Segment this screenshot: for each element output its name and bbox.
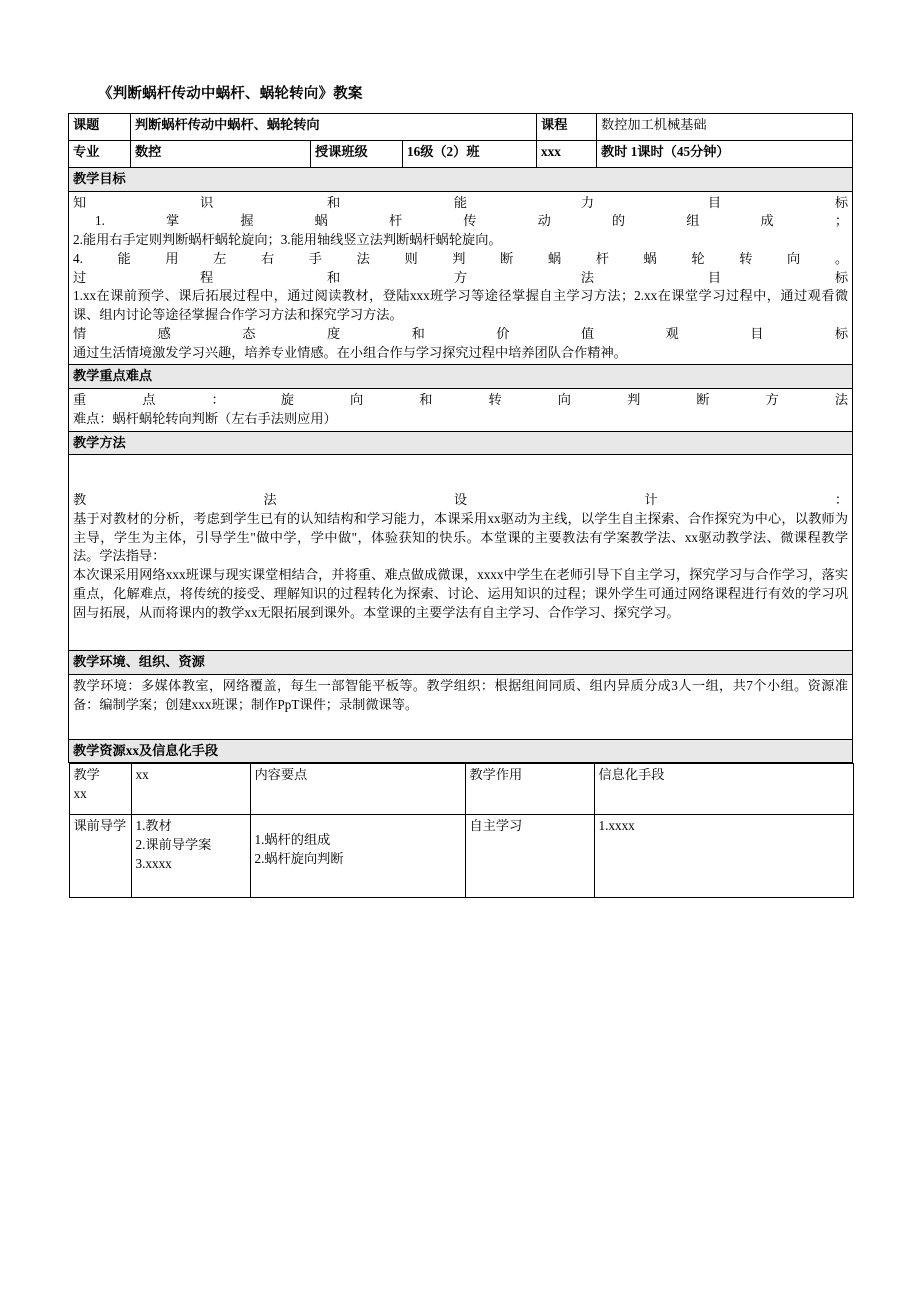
resource-table-wrapper [69,763,853,899]
table-row [69,114,853,141]
table-row [69,764,853,815]
course-label: 课程 [537,114,597,141]
resource-header-materials: xx [131,764,250,815]
resource-header-points: 内容要点 [250,764,465,815]
objectives-line: 1.掌握蜗杆传动的组成； [95,213,849,229]
objectives-line: 1.xx在课前预学、课后拓展过程中，通过阅读教材，登陆xxx班学习等途径掌握自主学习方法；2.xx在课堂学习过程中，通过观看微课、组内讨论等途径掌握合作学习方法和探究学习方法。 [73,288,849,323]
resource-row-materials [131,815,250,898]
resource-material-item: 2.课前导学案 [135,837,212,853]
objectives-line: 通过生活情境激发学习兴趣，培养专业情感。在小组合作与学习探究过程中培养团队合作精神。 [73,344,627,360]
table-row [69,431,853,455]
major-label: 专业 [69,141,131,168]
table-row [69,141,853,168]
resource-row-role: 自主学习 [465,815,594,898]
class-label: 授课班级 [311,141,403,168]
hours-value: 教时 1课时（45分钟） [597,141,853,168]
methods-line: 基于对教材的分析，考虑到学生已有的认知结构和学习能力，本课采用xx驱动为主线，以学生自主探索、合作探究为中心，以教师为主导，学生为主体，引导学生"做中学，学中做"，体验获知的快乐。本堂课的主要教法有学案教学法、xx驱动教学法、微课程教学法。学法指导： [73,511,849,564]
class-value: 16级（2）班 [403,141,537,168]
resource-header-stage-line1: 教学 [73,767,100,783]
course-value: 数控加工机械基础 [597,114,853,141]
table-row [69,455,853,651]
resource-header-stage [69,764,131,815]
key-points-line: 重点：旋向和转向判断方法 [73,392,849,408]
environment-title: 教学环境、组织、资源 [69,651,853,675]
topic-value: 判断蜗杆传动中蜗杆、蜗轮转向 [131,114,537,141]
environment-body [69,675,853,739]
teacher-value: xxx [537,141,597,168]
table-row [69,815,853,898]
objectives-line: 2.能用右手定则判断蜗杆蜗轮旋向；3.能用轴线竖立法判断蜗杆蜗轮旋向。 [73,232,502,248]
major-value: 数控 [131,141,311,168]
resource-point-item: 1.蜗杆的组成 [254,832,331,848]
table-row [69,675,853,739]
resource-header-stage-line2: xx [73,786,87,802]
resource-header-role: 教学作用 [465,764,594,815]
table-row [69,651,853,675]
objectives-line: 4.能用左右手法则判断蜗杆蜗轮转向。 [73,250,849,266]
methods-title: 教学方法 [69,431,853,455]
environment-line: 教学环境：多媒体教室，网络覆盖，每生一部智能平板等。教学组织：根据组间同质、组内异质分成3人一组，共7个小组。资源准备：编制学案；创建xxx班课；制作PpT课件；录制微课等。 [73,678,849,712]
resource-material-item: 1.教材 [135,818,172,834]
resource-header-tech: 信息化手段 [594,764,853,815]
lesson-plan-table [68,113,853,898]
resource-row-points [250,815,465,898]
table-row [69,365,853,389]
resource-table [69,763,854,898]
methods-body [69,455,853,651]
objectives-line: 情感态度和价值观目标 [73,325,849,341]
key-points-body [69,389,853,431]
table-row [69,168,853,192]
resource-material-item: 3.xxxx [135,855,172,871]
key-points-line: 难点：蜗杆蜗轮转向判断（左右手法则应用） [73,410,337,426]
methods-line: 教法设计： [73,492,849,508]
table-row [69,739,853,763]
methods-line: 本次课采用网络xxx班课与现实课堂相结合，并将重、难点做成微课，xxxx中学生在老师引导下自主学习，探究学习与合作学习，落实重点，化解难点，将传统的接受、理解知识的过程转化为探索、讨论、运用知识的过程；课外学生可通过网络课程进行有效的学习巩固与拓展，从而将课内的教学xx无限拓展到课外。本堂课的主要学法有自主学习、合作学习、探究学习。 [73,567,849,620]
resources-title: 教学资源xx及信息化手段 [69,739,853,763]
objectives-title: 教学目标 [69,168,853,192]
table-row [69,191,853,365]
page-title: 《判断蜗杆传动中蜗杆、蜗轮转向》教案 [98,86,363,102]
topic-label: 课题 [69,114,131,141]
objectives-line: 知识和能力目标 [73,194,849,210]
resource-row-stage: 课前导学 [69,815,131,898]
key-points-title: 教学重点难点 [69,365,853,389]
resource-point-item: 2.蜗杆旋向判断 [254,851,344,867]
objectives-body [69,191,853,365]
resource-row-tech: 1.xxxx [594,815,853,898]
table-row [69,389,853,431]
table-row [69,763,853,899]
objectives-line: 过程和方法目标 [73,269,849,285]
